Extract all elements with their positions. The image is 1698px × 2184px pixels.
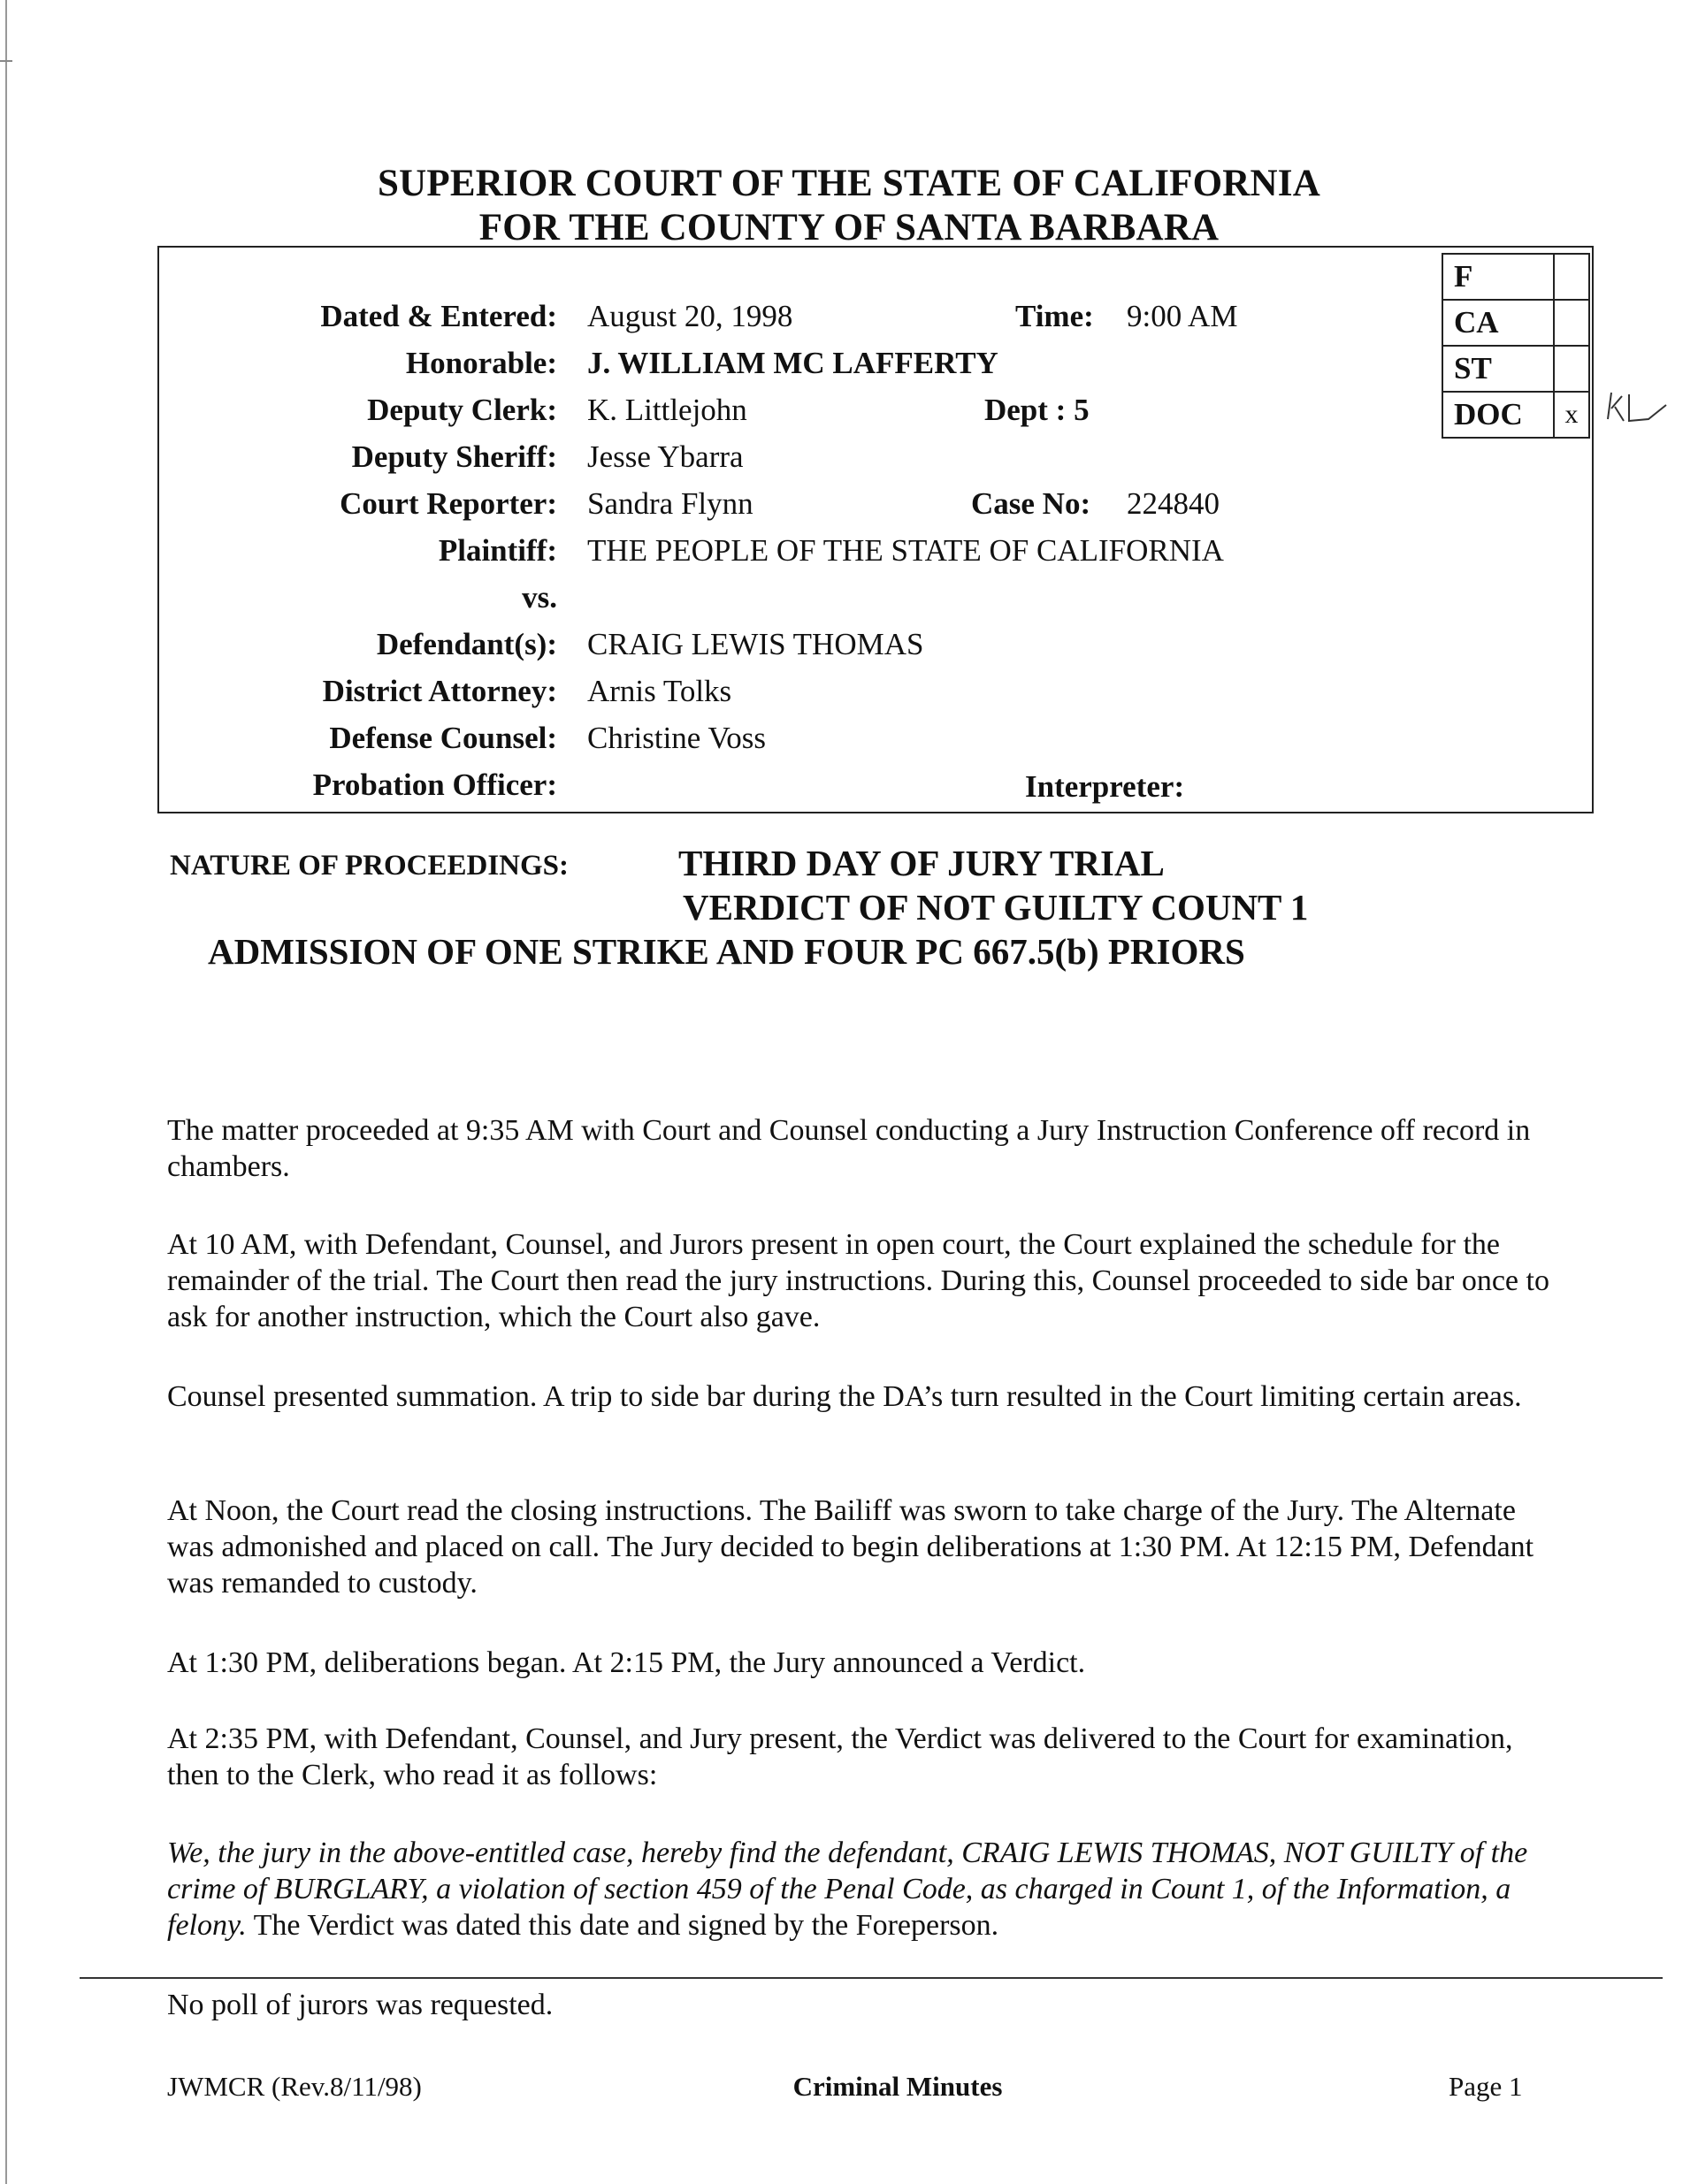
poll-statement: No poll of jurors was requested. <box>167 1989 554 2021</box>
case-no-value: 224840 <box>1127 486 1220 521</box>
proceedings-line-3: ADMISSION OF ONE STRIKE AND FOUR PC 667.5(b) PRIORS <box>208 931 1245 972</box>
footer-title: Criminal Minutes <box>792 2071 1003 2102</box>
status-label: DOC <box>1442 392 1554 438</box>
proceedings-line-1: THIRD DAY OF JURY TRIAL <box>678 843 1165 883</box>
status-check: x <box>1554 392 1589 438</box>
court-reporter-value: Sandra Flynn <box>587 486 753 521</box>
form-id: JWMCR (Rev.8/11/98) <box>167 2071 422 2102</box>
defendant-label: Defendant(s): <box>376 627 557 661</box>
deputy-clerk-value: K. Littlejohn <box>587 393 747 427</box>
case-no-label: Case No: <box>971 486 1091 521</box>
minutes-paragraph: Counsel presented summation. A trip to side bar during the DA’s turn resulted in the Court limiting certain areas. <box>167 1380 1522 1413</box>
status-label: F <box>1442 254 1554 300</box>
proceedings-label: NATURE OF PROCEEDINGS: <box>170 850 570 882</box>
vs-label: vs. <box>522 580 557 615</box>
minutes-paragraph: At Noon, the Court read the closing instructions. The Bailiff was sworn to take charge of the Jury. The Alternate was admonished and placed on call. The Jury decided to begin deliberations at 1:30 PM. At 12:15 PM, Defendant was remanded to custody. <box>167 1494 1534 1600</box>
handwritten-initials-mark <box>1602 386 1673 439</box>
interpreter-label: Interpreter: <box>1025 769 1185 804</box>
verdict-signed-text: The Verdict was dated this date and signed by the Foreperson. <box>246 1909 999 1942</box>
plaintiff-label: Plaintiff: <box>438 533 557 568</box>
proceedings-line-2: VERDICT OF NOT GUILTY COUNT 1 <box>683 887 1309 928</box>
status-check <box>1554 254 1589 300</box>
status-box <box>1442 253 1590 439</box>
judge-name: J. WILLIAM MC LAFFERTY <box>587 346 998 380</box>
minutes-paragraph: The matter proceeded at 9:35 AM with Court and Counsel conducting a Jury Instruction Conference off record in chambers. <box>167 1114 1531 1183</box>
footer-rule <box>80 1977 1663 1979</box>
deputy-clerk-label: Deputy Clerk: <box>367 393 557 427</box>
dept-label: Dept : 5 <box>984 393 1090 427</box>
status-label: ST <box>1442 346 1554 392</box>
time-label: Time: <box>1015 299 1094 333</box>
page-number: Page 1 <box>1449 2071 1523 2102</box>
status-label: CA <box>1442 300 1554 346</box>
district-attorney-value: Arnis Tolks <box>587 674 732 708</box>
court-reporter-label: Court Reporter: <box>340 486 557 521</box>
minutes-paragraph: At 10 AM, with Defendant, Counsel, and Jurors present in open court, the Court explained the schedule for the remainder of the trial. The Court then read the jury instructions. During this, Counsel proceeded to side bar once to ask for another instruction, which the Court also gave. <box>167 1228 1549 1333</box>
scan-edge-tick <box>0 60 12 62</box>
district-attorney-label: District Attorney: <box>322 674 557 708</box>
minutes-paragraph: At 1:30 PM, deliberations began. At 2:15 PM, the Jury announced a Verdict. <box>167 1646 1086 1679</box>
verdict-paragraph <box>167 1835 1560 1943</box>
defendant-value: CRAIG LEWIS THOMAS <box>587 627 924 661</box>
court-title: SUPERIOR COURT OF THE STATE OF CALIFORNIA <box>378 163 1320 204</box>
status-check <box>1554 300 1589 346</box>
defense-counsel-label: Defense Counsel: <box>329 721 557 755</box>
status-row-st <box>1442 346 1589 392</box>
deputy-sheriff-value: Jesse Ybarra <box>587 439 744 474</box>
probation-officer-label: Probation Officer: <box>312 767 557 802</box>
minutes-paragraph: At 2:35 PM, with Defendant, Counsel, and Jury present, the Verdict was delivered to the Court for examination, then to the Clerk, who read it as follows: <box>167 1722 1513 1791</box>
defense-counsel-value: Christine Voss <box>587 721 766 755</box>
status-row-ca <box>1442 300 1589 346</box>
status-row-f <box>1442 254 1589 300</box>
scan-edge-line <box>5 0 7 2184</box>
status-check <box>1554 346 1589 392</box>
deputy-sheriff-label: Deputy Sheriff: <box>351 439 557 474</box>
dated-value: August 20, 1998 <box>587 299 793 333</box>
time-value: 9:00 AM <box>1127 299 1238 333</box>
honorable-label: Honorable: <box>405 346 557 380</box>
status-row-doc <box>1442 392 1589 438</box>
dated-label: Dated & Entered: <box>320 299 557 333</box>
county-title: FOR THE COUNTY OF SANTA BARBARA <box>478 207 1220 248</box>
verdict-text: We, the jury in the above-entitled case, hereby find the defendant, CRAIG LEWIS THOMAS, NOT GUILTY of the crime of BURGLARY, a violation of section 459 of the Penal Code, as charged in Count 1, of the Information, a felony. <box>167 1837 1528 1942</box>
plaintiff-value: THE PEOPLE OF THE STATE OF CALIFORNIA <box>587 533 1224 568</box>
